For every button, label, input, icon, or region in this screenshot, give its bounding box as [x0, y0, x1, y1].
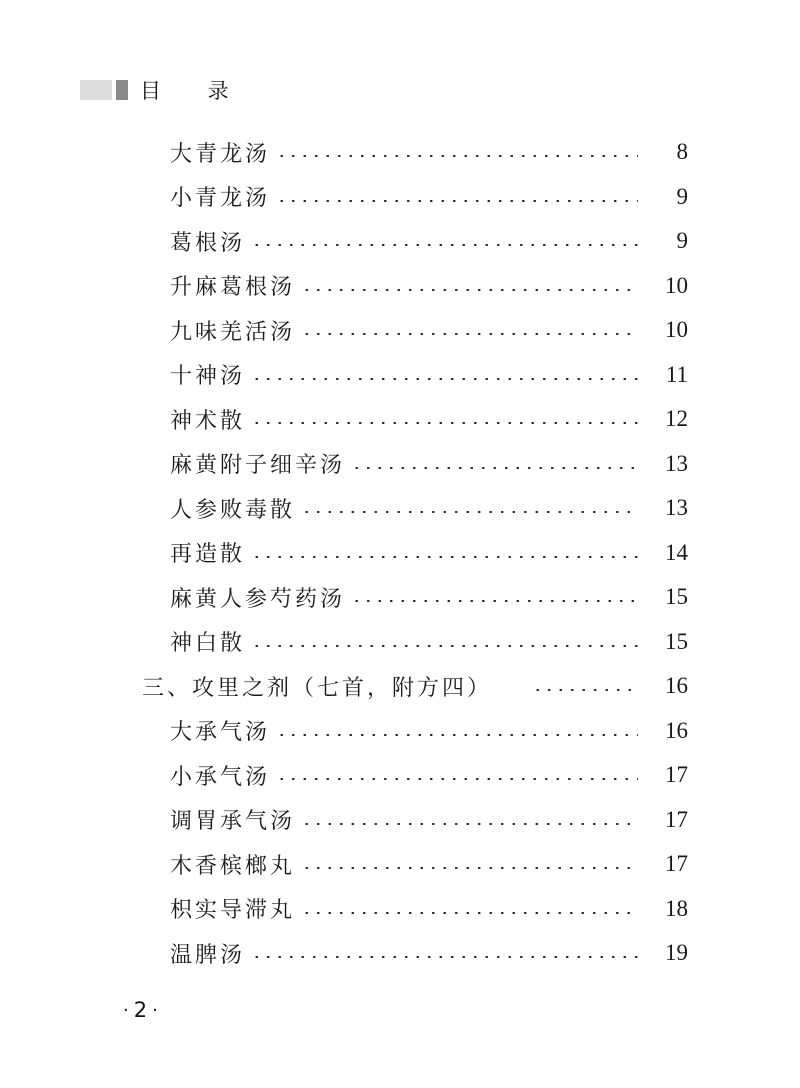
toc-entry-row[interactable]	[0, 575, 800, 620]
toc-leader-dots	[532, 689, 638, 691]
footer-dot-left: ·	[123, 999, 129, 1021]
toc-leader-dots	[251, 378, 638, 380]
toc-entry-label: 神白散	[170, 631, 246, 657]
toc-page-number: 11	[665, 361, 688, 387]
toc-entry-row[interactable]	[0, 308, 800, 353]
toc-entry-row[interactable]	[0, 130, 800, 175]
toc-entry-row[interactable]	[0, 219, 800, 264]
toc-leader-dots	[276, 734, 638, 736]
toc-entry-label: 枳实导滞丸	[170, 898, 296, 924]
toc-entry-row[interactable]	[0, 531, 800, 576]
toc-leader-dots	[251, 556, 638, 558]
toc-leader-dots	[251, 422, 638, 424]
toc-page-number: 14	[665, 539, 688, 565]
toc-page-number: 9	[676, 228, 688, 254]
toc-entry-label: 温脾汤	[170, 942, 246, 968]
toc-leader-dots	[251, 956, 638, 958]
toc-entry-label: 三、攻里之剂（七首，附方四）	[142, 675, 493, 701]
toc-leader-dots	[301, 511, 638, 513]
toc-leader-dots	[276, 200, 638, 202]
toc-entry-label: 大承气汤	[170, 720, 271, 746]
toc-entry-row[interactable]	[0, 842, 800, 887]
toc-page-number: 16	[665, 673, 688, 699]
page-footer	[118, 998, 163, 1022]
toc-entry-label: 木香槟榔丸	[170, 853, 296, 879]
toc-entry-label: 九味羌活汤	[170, 319, 296, 345]
toc-leader-dots	[301, 333, 638, 335]
toc-entry-row[interactable]	[0, 442, 800, 487]
toc-leader-dots	[301, 912, 638, 914]
toc-entry-label: 神术散	[170, 408, 246, 434]
toc-entry-label: 十神汤	[170, 364, 246, 390]
toc-entry-row[interactable]	[0, 753, 800, 798]
toc-entry-row[interactable]	[0, 931, 800, 976]
toc-page-number: 9	[676, 183, 688, 209]
toc-entry-label: 升麻葛根汤	[170, 275, 296, 301]
footer-page-number: 2	[133, 998, 148, 1022]
toc-page-number: 8	[676, 139, 688, 165]
toc-page-number: 18	[665, 895, 688, 921]
toc-entry-label: 人参败毒散	[170, 497, 296, 523]
toc-entry-label: 大青龙汤	[170, 141, 271, 167]
toc-entry-label: 再造散	[170, 542, 246, 568]
toc-page-number: 10	[665, 272, 688, 298]
toc-leader-dots	[251, 645, 638, 647]
toc-entry-row[interactable]	[0, 397, 800, 442]
toc-page-number: 13	[665, 450, 688, 476]
toc-entry-label: 麻黄附子细辛汤	[170, 453, 346, 479]
toc-leader-dots	[251, 244, 638, 246]
toc-section-row[interactable]	[0, 664, 800, 709]
toc-page-number: 12	[665, 406, 688, 432]
header-title: 目 录	[140, 79, 249, 103]
toc-page-number: 10	[665, 317, 688, 343]
toc-leader-dots	[301, 823, 638, 825]
page-header	[80, 76, 249, 104]
toc-page-number: 16	[665, 717, 688, 743]
toc-entry-label: 麻黄人参芍药汤	[170, 586, 346, 612]
toc-entry-row[interactable]	[0, 620, 800, 665]
toc-page-number: 13	[665, 495, 688, 521]
toc-leader-dots	[301, 289, 638, 291]
toc-page-number: 17	[665, 851, 688, 877]
toc-entry-row[interactable]	[0, 486, 800, 531]
toc-leader-dots	[276, 155, 638, 157]
toc-entry-row[interactable]	[0, 175, 800, 220]
toc-entry-row[interactable]	[0, 353, 800, 398]
toc-leader-dots	[276, 778, 638, 780]
header-decor-light-bar	[80, 80, 112, 100]
toc-entry-label: 小承气汤	[170, 764, 271, 790]
toc-leader-dots	[351, 600, 638, 602]
toc-page-number: 17	[665, 762, 688, 788]
toc-entry-row[interactable]	[0, 887, 800, 932]
toc-entry-label: 小青龙汤	[170, 186, 271, 212]
toc-entry-row[interactable]	[0, 798, 800, 843]
toc-page-number: 19	[665, 940, 688, 966]
toc-page-number: 17	[665, 806, 688, 832]
footer-dot-right: ·	[152, 999, 158, 1021]
header-decor-dark-bar	[116, 80, 128, 100]
toc-entry-label: 调胃承气汤	[170, 809, 296, 835]
toc-entry-row[interactable]	[0, 709, 800, 754]
toc-page-number: 15	[665, 584, 688, 610]
toc-leader-dots	[301, 867, 638, 869]
table-of-contents	[0, 130, 800, 976]
toc-entry-label: 葛根汤	[170, 230, 246, 256]
toc-entry-row[interactable]	[0, 264, 800, 309]
toc-page-number: 15	[665, 628, 688, 654]
toc-leader-dots	[351, 467, 638, 469]
